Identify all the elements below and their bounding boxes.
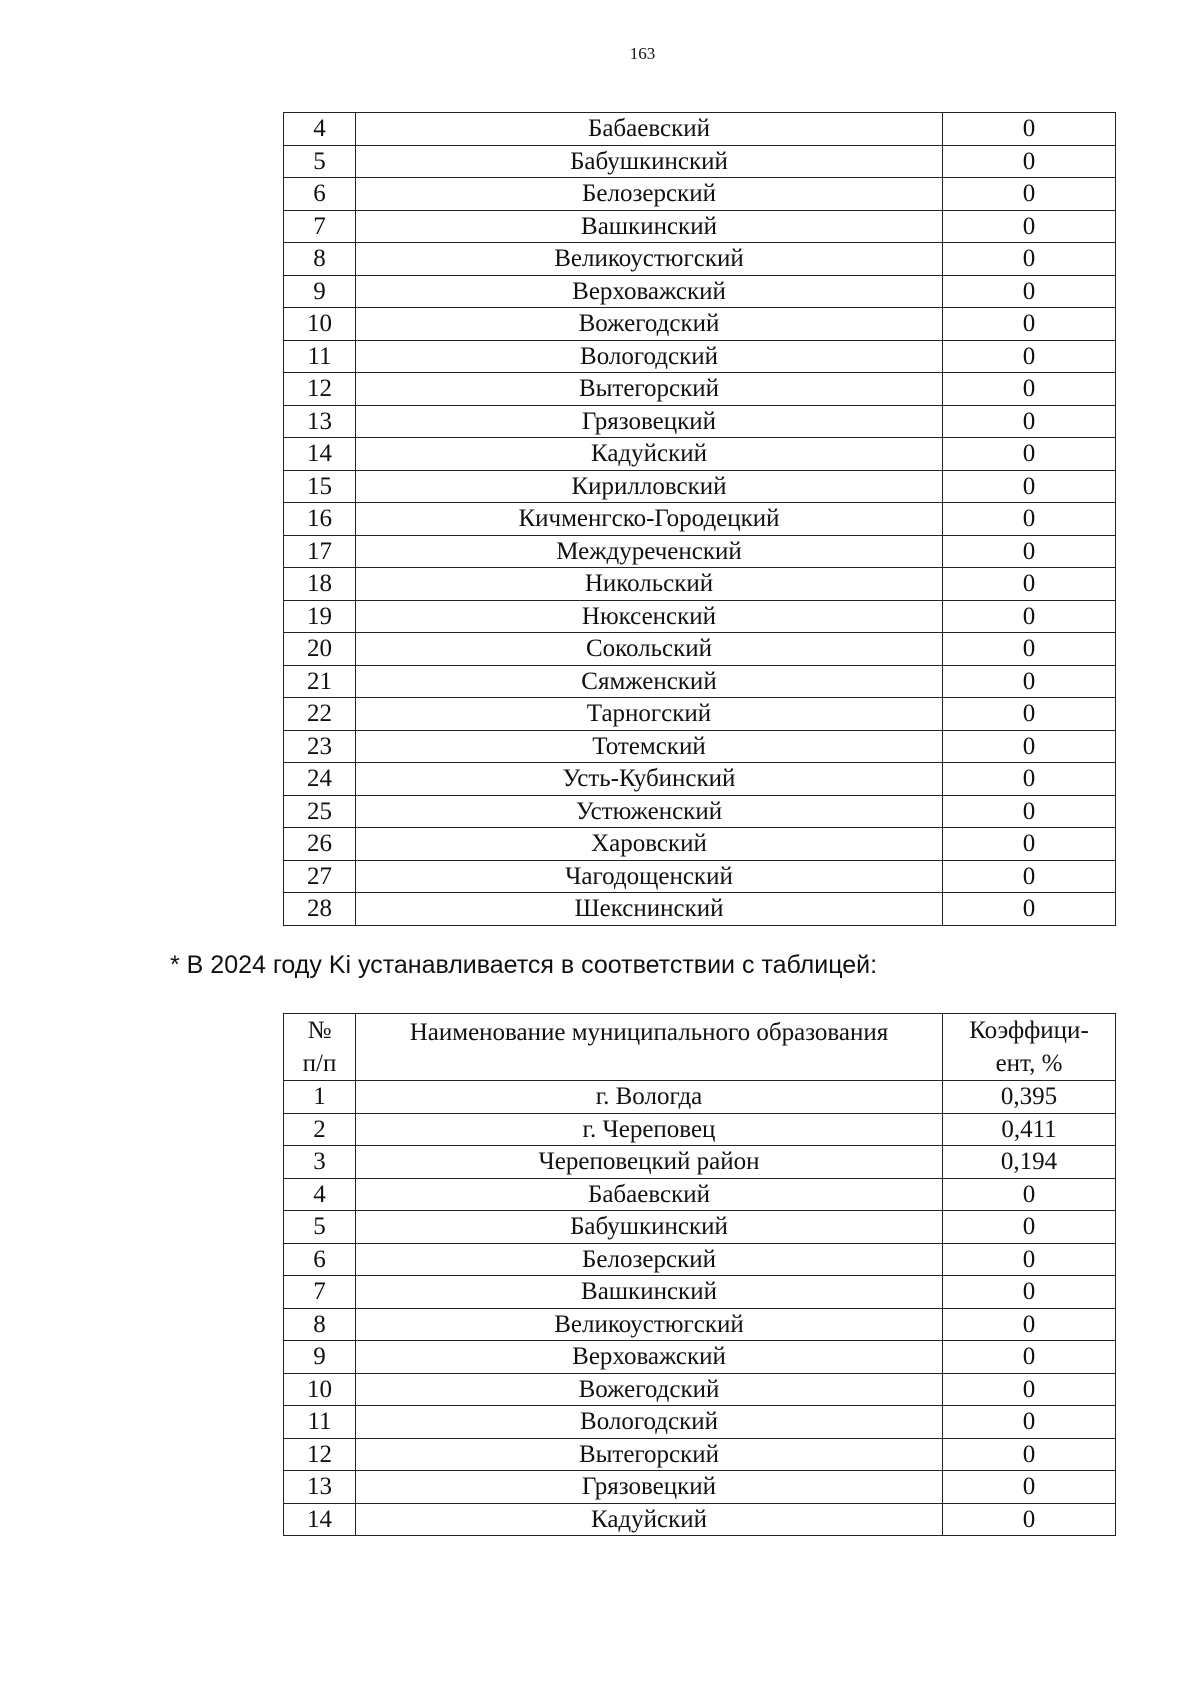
municipality-name: Верховажский: [356, 1341, 943, 1374]
table-row: [284, 1113, 1116, 1146]
row-number: 9: [284, 275, 356, 308]
table-row: [284, 860, 1116, 893]
row-number: 27: [284, 860, 356, 893]
row-number: 1: [284, 1081, 356, 1114]
municipality-name: Кичменгско-Городецкий: [356, 503, 943, 536]
header-number-line1: №: [307, 1017, 332, 1044]
coefficient-value: 0,194: [943, 1146, 1116, 1179]
municipality-name: Кадуйский: [356, 438, 943, 471]
table-row: [284, 600, 1116, 633]
table-row: [284, 210, 1116, 243]
row-number: 26: [284, 828, 356, 861]
row-number: 4: [284, 1178, 356, 1211]
municipality-name: Вытегорский: [356, 1438, 943, 1471]
municipality-name: Кадуйский: [356, 1503, 943, 1536]
row-number: 2: [284, 1113, 356, 1146]
coefficient-value: 0: [943, 1243, 1116, 1276]
coefficient-table-continued: [283, 112, 1116, 926]
coefficient-value: 0,395: [943, 1081, 1116, 1114]
row-number: 8: [284, 243, 356, 276]
municipality-name: г. Вологда: [356, 1081, 943, 1114]
coefficient-value: 0: [943, 405, 1116, 438]
municipality-name: Бабаевский: [356, 113, 943, 146]
row-number: 21: [284, 665, 356, 698]
municipality-name: Устюженский: [356, 795, 943, 828]
row-number: 25: [284, 795, 356, 828]
table-row: [284, 730, 1116, 763]
table-row: [284, 340, 1116, 373]
row-number: 14: [284, 1503, 356, 1536]
row-number: 22: [284, 698, 356, 731]
coefficient-value: 0: [943, 860, 1116, 893]
coefficient-value: 0: [943, 730, 1116, 763]
row-number: 3: [284, 1146, 356, 1179]
municipality-name: Великоустюгский: [356, 1308, 943, 1341]
municipality-name: Никольский: [356, 568, 943, 601]
table-row: [284, 145, 1116, 178]
header-coefficient-line2: ент, %: [995, 1050, 1063, 1077]
municipality-name: Шекснинский: [356, 893, 943, 926]
row-number: 6: [284, 1243, 356, 1276]
table-body: [284, 1014, 1116, 1536]
coefficient-value: 0: [943, 1178, 1116, 1211]
coefficient-value: 0: [943, 600, 1116, 633]
table-row: [284, 1178, 1116, 1211]
coefficient-value: 0: [943, 243, 1116, 276]
row-number: 17: [284, 535, 356, 568]
coefficient-value: 0: [943, 178, 1116, 211]
coefficient-value: 0: [943, 698, 1116, 731]
coefficient-value: 0: [943, 795, 1116, 828]
table-row: [284, 1146, 1116, 1179]
municipality-name: Вашкинский: [356, 1276, 943, 1309]
coefficient-value: 0: [943, 438, 1116, 471]
row-number: 11: [284, 340, 356, 373]
row-number: 9: [284, 1341, 356, 1374]
coefficient-value: 0: [943, 1471, 1116, 1504]
table-row: [284, 438, 1116, 471]
municipality-name: Сокольский: [356, 633, 943, 666]
row-number: 13: [284, 1471, 356, 1504]
coefficient-value: 0: [943, 503, 1116, 536]
coefficient-value: 0: [943, 470, 1116, 503]
table-row: [284, 568, 1116, 601]
table-row: [284, 1503, 1116, 1536]
row-number: 15: [284, 470, 356, 503]
municipality-name: Вологодский: [356, 340, 943, 373]
coefficient-value: 0,411: [943, 1113, 1116, 1146]
coefficient-value: 0: [943, 210, 1116, 243]
row-number: 10: [284, 1373, 356, 1406]
header-name: Наименование муниципального образования: [356, 1014, 943, 1081]
municipality-name: Тарногский: [356, 698, 943, 731]
row-number: 23: [284, 730, 356, 763]
municipality-name: Усть-Кубинский: [356, 763, 943, 796]
municipality-name: Вологодский: [356, 1406, 943, 1439]
municipality-name: Череповецкий район: [356, 1146, 943, 1179]
row-number: 7: [284, 210, 356, 243]
row-number: 13: [284, 405, 356, 438]
coefficient-value: 0: [943, 1503, 1116, 1536]
header-number-line2: п/п: [302, 1050, 337, 1077]
table-row: [284, 113, 1116, 146]
coefficient-value: 0: [943, 763, 1116, 796]
table-row: [284, 470, 1116, 503]
municipality-name: Грязовецкий: [356, 1471, 943, 1504]
coefficient-value: 0: [943, 1211, 1116, 1244]
row-number: 19: [284, 600, 356, 633]
row-number: 16: [284, 503, 356, 536]
table-row: [284, 275, 1116, 308]
table-header-row: [284, 1014, 1116, 1081]
row-number: 6: [284, 178, 356, 211]
table-row: [284, 1471, 1116, 1504]
table-row: [284, 1243, 1116, 1276]
municipality-name: Чагодощенский: [356, 860, 943, 893]
row-number: 20: [284, 633, 356, 666]
table-row: [284, 1211, 1116, 1244]
table-row: [284, 503, 1116, 536]
municipality-name: Бабушкинский: [356, 1211, 943, 1244]
table-row: [284, 405, 1116, 438]
coefficient-value: 0: [943, 828, 1116, 861]
coefficient-table-2024: [283, 1013, 1116, 1536]
row-number: 5: [284, 1211, 356, 1244]
municipality-name: Белозерский: [356, 178, 943, 211]
coefficient-value: 0: [943, 1308, 1116, 1341]
coefficient-value: 0: [943, 113, 1116, 146]
coefficient-value: 0: [943, 665, 1116, 698]
table-row: [284, 243, 1116, 276]
coefficient-value: 0: [943, 1341, 1116, 1374]
municipality-name: Тотемский: [356, 730, 943, 763]
coefficient-value: 0: [943, 568, 1116, 601]
row-number: 12: [284, 1438, 356, 1471]
municipality-name: Харовский: [356, 828, 943, 861]
table-row: [284, 308, 1116, 341]
table-row: [284, 1438, 1116, 1471]
row-number: 10: [284, 308, 356, 341]
table-row: [284, 535, 1116, 568]
table-row: [284, 1406, 1116, 1439]
table-row: [284, 665, 1116, 698]
coefficient-value: 0: [943, 1373, 1116, 1406]
row-number: 5: [284, 145, 356, 178]
row-number: 28: [284, 893, 356, 926]
row-number: 11: [284, 1406, 356, 1439]
municipality-name: Бабаевский: [356, 1178, 943, 1211]
municipality-name: Великоустюгский: [356, 243, 943, 276]
table-row: [284, 1373, 1116, 1406]
row-number: 18: [284, 568, 356, 601]
table-row: [284, 1308, 1116, 1341]
table-row: [284, 795, 1116, 828]
municipality-name: Вытегорский: [356, 373, 943, 406]
municipality-name: Бабушкинский: [356, 145, 943, 178]
table-row: [284, 763, 1116, 796]
header-coefficient-line1: Коэффици-: [969, 1017, 1089, 1044]
coefficient-value: 0: [943, 1438, 1116, 1471]
table-row: [284, 1276, 1116, 1309]
municipality-name: Сямженский: [356, 665, 943, 698]
row-number: 8: [284, 1308, 356, 1341]
table-row: [284, 1341, 1116, 1374]
municipality-name: Вожегодский: [356, 1373, 943, 1406]
row-number: 14: [284, 438, 356, 471]
coefficient-value: 0: [943, 145, 1116, 178]
table-row: [284, 633, 1116, 666]
coefficient-value: 0: [943, 1406, 1116, 1439]
coefficient-value: 0: [943, 275, 1116, 308]
row-number: 7: [284, 1276, 356, 1309]
table-row: [284, 893, 1116, 926]
municipality-name: Верховажский: [356, 275, 943, 308]
municipality-name: Вожегодский: [356, 308, 943, 341]
table-body: [284, 113, 1116, 926]
table-row: [284, 828, 1116, 861]
municipality-name: Белозерский: [356, 1243, 943, 1276]
municipality-name: Нюксенский: [356, 600, 943, 633]
page-number: 163: [629, 44, 656, 63]
coefficient-value: 0: [943, 1276, 1116, 1309]
row-number: 24: [284, 763, 356, 796]
coefficient-value: 0: [943, 893, 1116, 926]
header-coefficient: [943, 1014, 1116, 1081]
municipality-name: Грязовецкий: [356, 405, 943, 438]
table-row: [284, 698, 1116, 731]
coefficient-value: 0: [943, 535, 1116, 568]
row-number: 4: [284, 113, 356, 146]
municipality-name: Вашкинский: [356, 210, 943, 243]
header-number: [284, 1014, 356, 1081]
table-row: [284, 373, 1116, 406]
municipality-name: г. Череповец: [356, 1113, 943, 1146]
table-row: [284, 178, 1116, 211]
coefficient-value: 0: [943, 373, 1116, 406]
table-row: [284, 1081, 1116, 1114]
coefficient-value: 0: [943, 340, 1116, 373]
municipality-name: Кирилловский: [356, 470, 943, 503]
coefficient-value: 0: [943, 633, 1116, 666]
row-number: 12: [284, 373, 356, 406]
table-note: * В 2024 году Ki устанавливается в соответствии с таблицей:: [170, 951, 878, 979]
municipality-name: Междуреченский: [356, 535, 943, 568]
coefficient-value: 0: [943, 308, 1116, 341]
